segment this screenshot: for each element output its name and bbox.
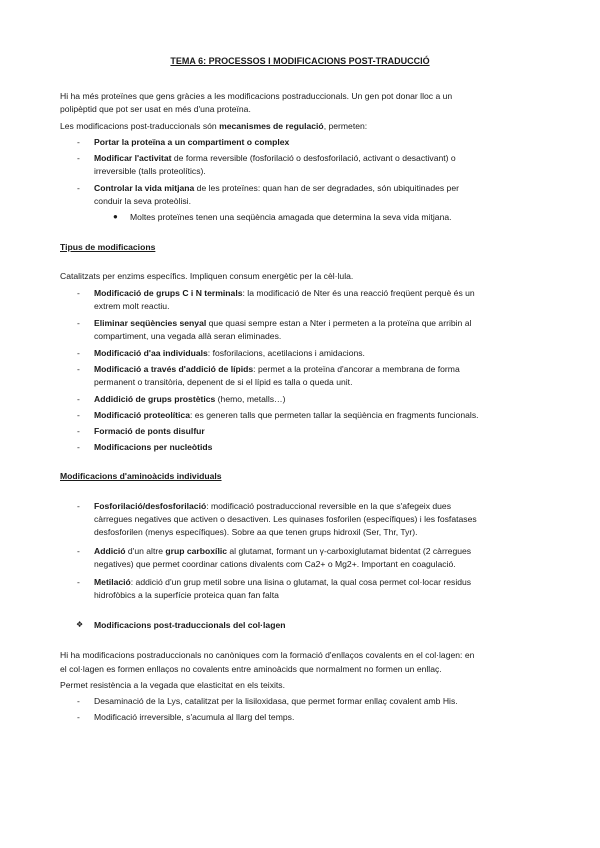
list-dash: - [77,501,80,511]
list-item-bold: Formació de ponts disulfur [94,426,205,436]
list-item [94,347,365,359]
list-dash: - [77,696,80,706]
list-dash: - [77,394,80,404]
section-heading-aa: Modificacions d'aminoàcids individuals [60,471,222,481]
list-item-text: : fosforilacions, acetilacions i amidacions. [207,348,365,358]
list-dash: - [77,348,80,358]
list-item-bold: Metilació [94,577,131,587]
list-item-bold: Modificació proteolítica [94,410,190,420]
list-item-text: de les proteïnes: quan han de ser degradades, són ubiquitinades per [194,183,459,193]
list-item-text: : es generen talls que permeten tallar la seqüència en fragments funcionals. [189,410,479,420]
list-item-bold: Modificació de grups C i N terminals [94,288,243,298]
section-heading-tipus: Tipus de modificacions [60,242,156,252]
list-dash: - [77,153,80,163]
list-item-text: (hemo, metalls…) [215,394,286,404]
intro-line-2: polipèptid que pot ser usat en més d'una proteïna. [60,104,251,114]
list-item-bold: Modificar l'activitat [94,153,172,163]
list-item-bold: Addició [94,546,126,556]
list-dash: - [77,410,80,420]
subsection-heading-text: Modificacions post-traduccionals del col·lagen [94,620,286,630]
list-item [94,409,479,421]
bullet-dot-icon: ● [113,212,118,221]
list-item-text: : la modificació de Nter és una reacció freqüent perquè és un [242,288,475,298]
sub-list-item: Moltes proteïnes tenen una seqüència amagada que determina la seva vida mitjana. [130,212,452,222]
list-item-bold: Portar la proteïna a un compartiment o complex [94,137,290,147]
list-item-text: : modificació postraduccional reversible en la que s'afegeix dues [206,501,452,511]
list-item-text: al glutamat, formant un γ-carboxiglutamat bidentat (2 càrregues [227,546,472,556]
list-dash: - [77,183,80,193]
list-item [94,500,451,512]
list-item-continuation: càrregues negatives que activen o desactiven. Les quinases fosforilen (específiques) i les fosfatases [94,514,477,524]
list-item [94,545,471,557]
list-item [94,136,289,148]
list-item-continuation: irreversible (talls proteolítics). [94,166,206,176]
tipus-intro: Catalitzats per enzims específics. Impliquen consum energètic per la cèl·lula. [60,271,354,281]
list-item-continuation: compartiment, una vegada allà seran eliminades. [94,331,282,341]
list-dash: - [77,364,80,374]
list-item [94,393,286,405]
list-item: Modificació irreversible, s'acumula al llarg del temps. [94,712,295,722]
list-dash: - [77,442,80,452]
list-item-bold: grup carboxílic [165,546,227,556]
list-item-continuation: negatives) que permet coordinar cations divalents com Ca2+ o Mg2+. Important en coagulació. [94,559,456,569]
list-item-continuation: extrem molt reactiu. [94,301,170,311]
list-item-bold: Modificacions per nucleòtids [94,442,213,452]
diamond-bullet-icon: ❖ [76,620,84,629]
list-item-bold: Modificació a través d'addició de lípids [94,364,254,374]
list-item-text: d'un altre [125,546,166,556]
page-title: TEMA 6: PROCESSOS I MODIFICACIONS POST-TRADUCCIÓ [170,56,430,66]
intro-text-end: , permeten: [323,121,368,131]
list-item-bold: Modificació d'aa individuals [94,348,208,358]
list-item-continuation: permanent o transitòria, depenent de si el lípid es talla o queda unit. [94,377,353,387]
intro-bold-term: mecanismes de regulació [219,121,324,131]
list-dash: - [77,546,80,556]
list-item-bold: Controlar la vida mitjana [94,183,195,193]
list-item [94,152,456,164]
list-dash: - [77,288,80,298]
colagen-paragraph-line-3: Permet resistència a la vegada que elasticitat en els teixits. [60,680,285,690]
list-item-continuation: desfosforilen (menys específiques). Sobre aa que tenen grups hidroxil (Ser, Thr, Tyr). [94,527,418,537]
list-dash: - [77,712,80,722]
list-item [94,425,205,437]
colagen-paragraph-line-1: Hi ha modificacions postraduccionals no canòniques com la formació d'enllaços covalents en el col·lagen: en [60,650,475,660]
list-item: Desaminació de la Lys, catalitzat per la lisiloxidasa, que permet formar enllaç covalent amb His. [94,696,458,706]
intro-line-1: Hi ha més proteïnes que gens gràcies a les modificacions postraduccionals. Un gen pot donar lloc a un [60,91,453,101]
list-item-text: : addició d'un grup metil sobre una lisina o glutamat, la qual cosa permet col·locar residus [130,577,472,587]
list-item [94,182,459,194]
intro-text: Les modificacions post-traduccionals són [60,121,220,131]
list-item-bold: Fosforilació/desfosforilació [94,501,207,511]
intro-line-3 [60,120,367,132]
list-item-continuation: hidrofòbics a la superfície proteica quan fan falta [94,590,279,600]
list-item [94,317,471,329]
list-item-text: que quasi sempre estan a Nter i permeten a la proteïna que arribin al [206,318,472,328]
list-item [94,441,212,453]
list-item-bold: Eliminar seqüències senyal [94,318,207,328]
list-item-continuation: conduir la seva proteòlisi. [94,196,191,206]
list-dash: - [77,318,80,328]
list-item [94,576,471,588]
list-dash: - [77,426,80,436]
list-item-bold: Addidició de grups prostètics [94,394,216,404]
list-item-text: : permet a la proteïna d'ancorar a membrana de forma [253,364,460,374]
list-item [94,363,460,375]
colagen-paragraph-line-2: el col·lagen es formen enllaços no covalents entre aminoàcids que normalment no formen un enllaç. [60,664,442,674]
list-item-text: de forma reversible (fosforilació o desfosforilació, activant o desactivant) o [171,153,456,163]
subsection-heading-colagen [94,619,285,631]
list-dash: - [77,577,80,587]
list-item [94,287,475,299]
list-dash: - [77,137,80,147]
